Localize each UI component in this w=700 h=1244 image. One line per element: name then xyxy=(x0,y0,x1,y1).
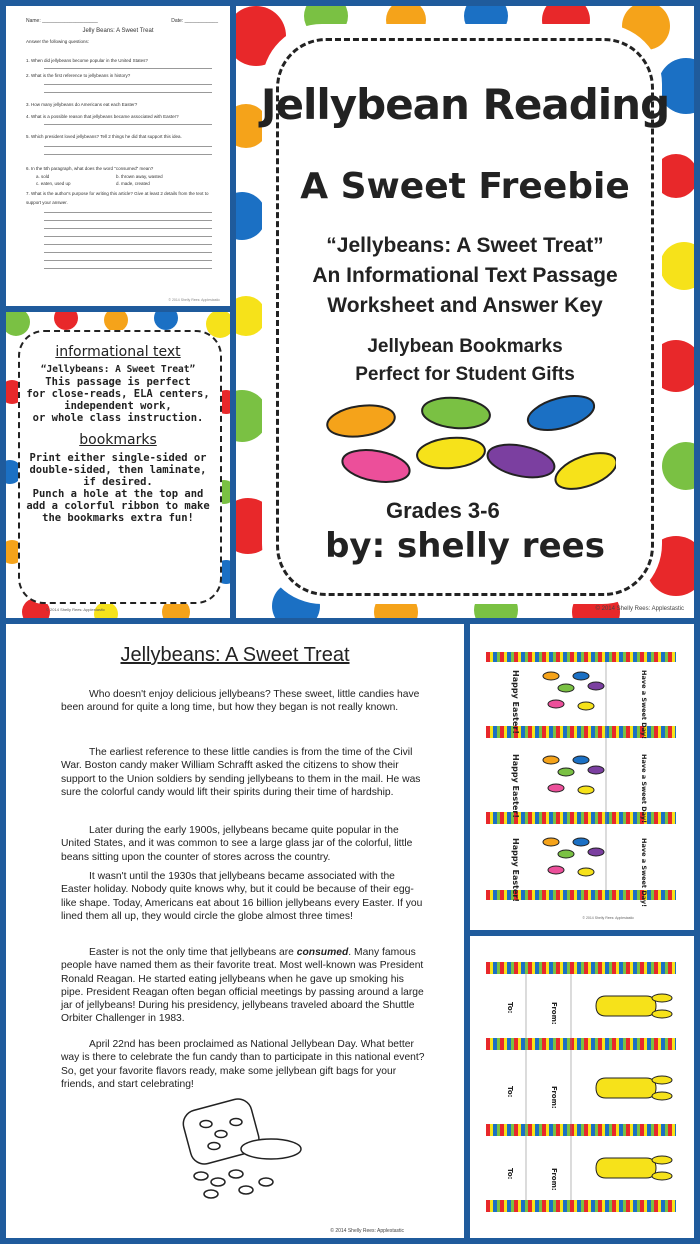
paragraph-2 xyxy=(61,746,426,799)
question-6: 6. In the 5th paragraph, what does the word "consumed" mean? xyxy=(26,166,154,171)
info-line: independent work, xyxy=(64,400,172,412)
answer-line xyxy=(44,228,212,229)
cover-grades: Grades 3-6 xyxy=(386,498,500,523)
worksheet-title: Jelly Beans: A Sweet Treat xyxy=(82,28,154,34)
date-label: Date: ____________ xyxy=(171,18,218,24)
answer-line xyxy=(44,268,212,269)
have-a-sweet-day-label: Have a Sweet Day! xyxy=(640,670,648,740)
answer-line xyxy=(44,68,212,69)
have-a-sweet-day-label: Have a Sweet Day! xyxy=(640,754,648,824)
to-label: To: xyxy=(506,1086,514,1098)
info-heading-bookmarks: bookmarks xyxy=(79,432,157,448)
answer-line xyxy=(44,220,212,221)
cover-panel xyxy=(236,6,694,618)
info-line: or whole class instruction. xyxy=(32,412,204,424)
passage-copyright: © 2014 Shelly Rees: Applestastic xyxy=(330,1228,404,1234)
paragraph-1-text: Who doesn't enjoy delicious jellybeans? These sweet, little candies have been around for quite a long time, but how they began is not really known. xyxy=(61,689,420,714)
happy-easter-label: Happy Easter! xyxy=(511,838,520,903)
paragraph-1 xyxy=(61,688,426,715)
from-label: From: xyxy=(550,1168,558,1191)
cover-title-line1: Jellybean Reading xyxy=(260,80,670,129)
choice-c: c. eaten, used up xyxy=(36,181,71,186)
paragraph-4-text: It wasn't until the 1930s that jellybeans became associated with the Easter holiday. Nobody quite knows why, but it could be because of their egg-like shape. Today, Americans eat about 16 billion jellybeans every Easter. If you lined them all up, they would circle the globe almost three times! xyxy=(61,871,423,922)
from-label: From: xyxy=(550,1086,558,1109)
cover-title-line2: A Sweet Freebie xyxy=(300,166,630,207)
answer-line xyxy=(44,236,212,237)
cover-copyright: © 2014 Shelly Rees: Applestastic xyxy=(595,606,684,612)
cover-line4: Jellybean Bookmarks xyxy=(367,336,563,357)
bookmarks-copyright: © 2014 Shelly Rees: Applestastic xyxy=(582,916,634,920)
passage-panel xyxy=(6,624,464,1238)
question-7: 7. What is the author's purpose for writing this article? Give at least 2 details from the text to support your answer. xyxy=(26,191,209,205)
bookmarks-panel-easter xyxy=(470,624,694,930)
cover-byline: by: shelly rees xyxy=(325,526,605,566)
choice-a: a. sold xyxy=(36,174,50,179)
worksheet-copyright: © 2014 Shelly Rees: Applestastic xyxy=(168,298,220,302)
question-2: 2. What is the first reference to jellybeans in history? xyxy=(26,73,131,78)
paragraph-5-bold-word: consumed xyxy=(296,947,349,958)
choice-d: d. made, created xyxy=(116,181,150,186)
answer-line xyxy=(44,146,212,147)
answer-line xyxy=(44,252,212,253)
cover-line3: Worksheet and Answer Key xyxy=(327,294,603,317)
happy-easter-label: Happy Easter! xyxy=(511,670,520,735)
name-label: Name: ____________________ xyxy=(26,18,98,24)
paragraph-4 xyxy=(61,870,426,923)
info-line: double-sided, then laminate, xyxy=(29,464,207,476)
worksheet-panel xyxy=(6,6,230,306)
info-line: for close-reads, ELA centers, xyxy=(26,388,210,400)
paragraph-6-text: April 22nd has been proclaimed as National Jellybean Day. What better way is there to celebrate the fun candy than to participate in this national event? So, get your favorite flavors ready, make some jellybean gift bags for your friends, and start celebrating! xyxy=(61,1039,425,1090)
to-label: To: xyxy=(506,1168,514,1180)
bookmarks-panel-gift xyxy=(470,936,694,1238)
paragraph-2-text: The earliest reference to these little candies is from the time of the Civil War. Boston candy maker William Schrafft asked the citizens to show their support to the Union soldiers by sending jellybeans to them in the mail. He was sure the colorful candy would lift their spirits during their time of hardship. xyxy=(61,747,421,798)
cover-line5: Perfect for Student Gifts xyxy=(355,364,575,385)
happy-easter-label: Happy Easter! xyxy=(511,754,520,819)
cover-line2: An Informational Text Passage xyxy=(312,264,618,287)
jellybean-jar-illustration xyxy=(166,1094,316,1204)
info-copyright: © 2014 Shelly Rees: Applestastic xyxy=(46,607,105,612)
info-line: “Jellybeans: A Sweet Treat” xyxy=(40,364,196,375)
have-a-sweet-day-label: Have a Sweet Day! xyxy=(640,838,648,908)
cover-line1: “Jellybeans: A Sweet Treat” xyxy=(326,234,604,257)
paragraph-5-text-b: . Many famous people have named them as their favorite treat. Most well-known was President Ronald Reagan. He started eating jellybeans when he gave up smoking his pipe. President Reagan often began official meetings by passing around a large jar of jellybeans! During his presidency, jellybeans traveled aboard the Shuttle Orbiter Challenger in 1983. xyxy=(61,947,424,1025)
from-label: From: xyxy=(550,1002,558,1025)
info-line: Punch a hole at the top and xyxy=(32,488,204,500)
question-3: 3. How many jellybeans do Americans eat each Easter? xyxy=(26,102,138,107)
answer-line xyxy=(44,124,212,125)
bookmark-strips xyxy=(486,962,676,1212)
answer-line xyxy=(44,260,212,261)
info-heading-text: informational text xyxy=(55,344,181,360)
info-line: the bookmarks extra fun! xyxy=(42,512,194,524)
to-label: To: xyxy=(506,1002,514,1014)
answer-line xyxy=(44,92,212,93)
passage-title: Jellybeans: A Sweet Treat xyxy=(120,644,350,666)
paragraph-5-text-a: Easter is not the only time that jellybeans are xyxy=(89,947,297,958)
question-4: 4. What is a possible reason that jellybeans became associated with Easter? xyxy=(26,114,179,119)
worksheet-instructions: Answer the following questions: xyxy=(26,39,90,44)
paragraph-3 xyxy=(61,824,426,864)
info-panel xyxy=(6,312,230,618)
paragraph-3-text: Later during the early 1900s, jellybeans became quite popular in the United States, and it was common to see a large glass jar of the colorful, little beans sitting upon the counter of stores across the country. xyxy=(61,825,413,863)
question-1: 1. When did jellybeans become popular in the United States? xyxy=(26,58,148,63)
answer-line xyxy=(44,84,212,85)
info-line: if desired. xyxy=(83,476,153,488)
answer-line xyxy=(44,154,212,155)
info-line: add a colorful ribbon to make xyxy=(26,500,210,512)
question-5: 5. Which president loved jellybeans? Tell 2 things he did that support this idea. xyxy=(26,134,182,139)
jellybeans-illustration xyxy=(316,391,616,501)
answer-line xyxy=(44,212,212,213)
info-line: Print either single-sided or xyxy=(29,452,207,464)
answer-line xyxy=(44,244,212,245)
paragraph-5 xyxy=(61,946,426,1026)
info-line: This passage is perfect xyxy=(45,376,191,388)
paragraph-6 xyxy=(61,1038,426,1091)
choice-b: b. thrown away, wasted xyxy=(116,174,163,179)
